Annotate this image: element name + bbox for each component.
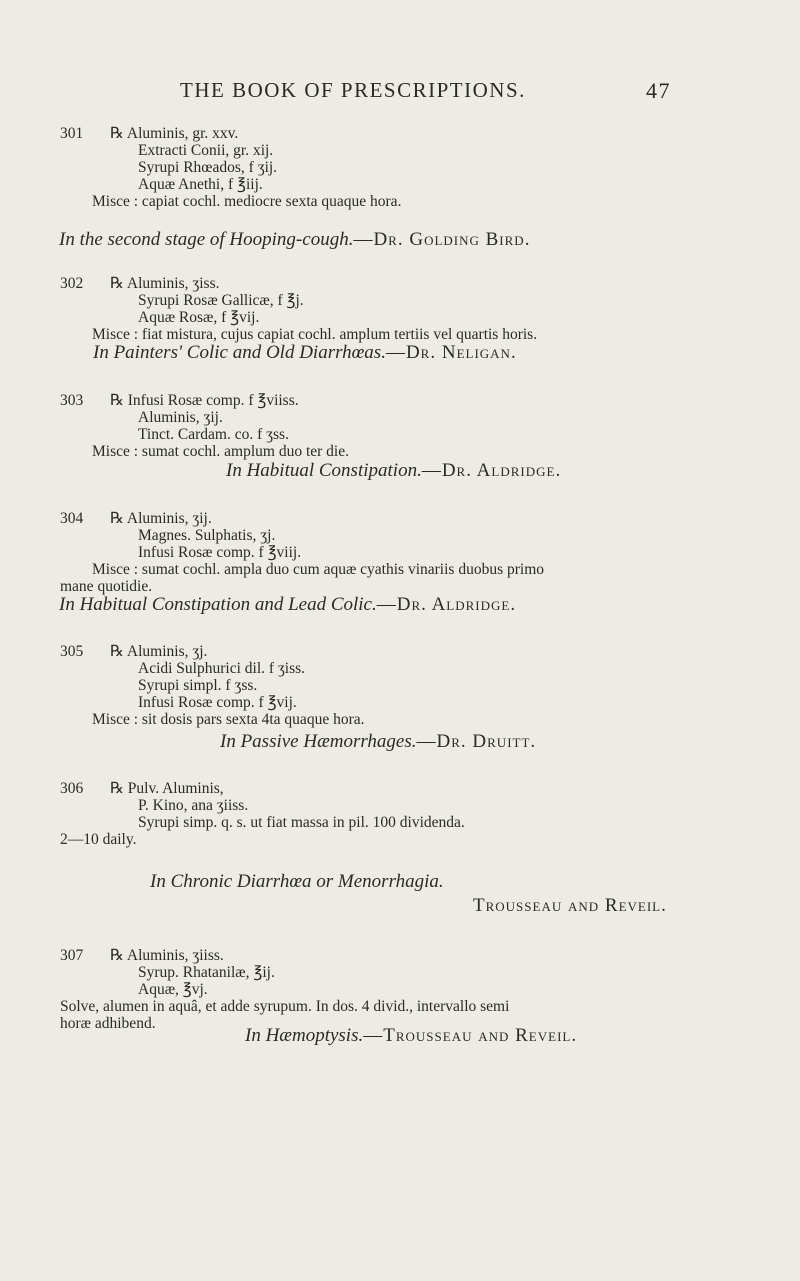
heading-author: —Dr. Aldridge. (376, 594, 517, 615)
prescription-number: 303 (60, 392, 84, 409)
prescription-number: 305 (60, 643, 84, 660)
heading-text: In Passive Hæmorrhages. (220, 731, 417, 752)
heading-text: In the second stage of Hooping-cough. (59, 229, 354, 250)
running-title: THE BOOK OF PRESCRIPTIONS. (180, 78, 526, 102)
heading-author: —Trousseau and Reveil. (363, 1025, 578, 1046)
prescription-304 (60, 510, 780, 600)
recipe-line: ℞ Pulv. Aluminis, (110, 780, 224, 797)
misce-line-continued: mane quotidie. (60, 578, 153, 595)
heading-text: In Painters' Colic and Old Diarrhœas. (93, 342, 386, 363)
section-heading (220, 731, 536, 753)
heading-text: In Habitual Constipation and Lead Colic. (59, 594, 377, 615)
recipe-line: Aluminis, ʒij. (138, 409, 223, 426)
prescription-number: 302 (60, 275, 84, 292)
recipe-line: Aquæ, ℥vj. (138, 981, 208, 998)
recipe-line: ℞ Aluminis, ʒij. (110, 510, 212, 527)
recipe-line: Tinct. Cardam. co. f ʒss. (138, 426, 289, 443)
heading-author: —Dr. Druitt. (416, 731, 537, 752)
prescription-307 (60, 947, 780, 1032)
recipe-line: ℞ Aluminis, ʒj. (110, 643, 208, 660)
recipe-line: ℞ Aluminis, ʒiss. (110, 275, 220, 292)
prescription-302 (60, 275, 760, 347)
section-heading (59, 594, 516, 616)
recipe-line: ℞ Aluminis, gr. xxv. (110, 125, 239, 142)
recipe-line: Syrupi Rhœados, f ʒij. (138, 159, 278, 176)
prescription-305 (60, 643, 760, 733)
recipe-line: Syrupi simpl. f ʒss. (138, 677, 258, 694)
recipe-line: Infusi Rosæ comp. f ℥vij. (138, 694, 297, 711)
heading-author: —Dr. Neligan. (385, 342, 517, 363)
section-heading (245, 1025, 577, 1047)
dose-line: 2—10 daily. (60, 831, 137, 848)
section-heading-author-line (473, 895, 667, 917)
heading-text: In Hæmoptysis. (245, 1025, 364, 1046)
recipe-line: Infusi Rosæ comp. f ℥viij. (138, 544, 302, 561)
heading-text: In Habitual Constipation. (226, 460, 422, 481)
misce-line-continued: horæ adhibend. (60, 1015, 156, 1032)
heading-author: —Dr. Golding Bird. (353, 229, 531, 250)
recipe-line: P. Kino, ana ʒiiss. (138, 797, 249, 814)
misce-line: Misce : fiat mistura, cujus capiat cochl. amplum tertiis vel quartis horis. (92, 326, 538, 343)
recipe-line: Syrupi Rosæ Gallicæ, f ℥j. (138, 292, 304, 309)
prescription-number: 307 (60, 947, 84, 964)
recipe-line: ℞ Infusi Rosæ comp. f ℥viiss. (110, 392, 299, 409)
misce-line: Misce : sumat cochl. amplum duo ter die. (92, 443, 349, 460)
recipe-line: Magnes. Sulphatis, ʒj. (138, 527, 276, 544)
recipe-line: ℞ Aluminis, ʒiiss. (110, 947, 224, 964)
misce-line: Misce : sumat cochl. ampla duo cum aquæ cyathis vinariis duobus primo (92, 561, 545, 578)
prescription-number: 306 (60, 780, 84, 797)
prescription-306 (60, 780, 760, 852)
recipe-line: Acidi Sulphurici dil. f ʒiss. (138, 660, 306, 677)
prescription-301 (60, 125, 760, 215)
recipe-line: Syrup. Rhatanilæ, ℥ij. (138, 964, 275, 981)
section-heading (93, 342, 517, 364)
prescription-303 (60, 392, 760, 464)
page-number: 47 (646, 78, 671, 103)
misce-line: Solve, alumen in aquâ, et adde syrupum. In dos. 4 divid., intervallo semi (60, 998, 510, 1015)
section-heading (226, 460, 561, 482)
heading-text: In Chronic Diarrhœa or Menorrhagia. (150, 871, 444, 892)
recipe-line: Syrupi simp. q. s. ut fiat massa in pil. 100 dividenda. (138, 814, 465, 831)
recipe-line: Aquæ Anethi, f ℥iij. (138, 176, 263, 193)
recipe-line: Aquæ Rosæ, f ℥vij. (138, 309, 260, 326)
recipe-line: Extracti Conii, gr. xij. (138, 142, 274, 159)
section-heading (150, 871, 444, 893)
prescription-number: 301 (60, 125, 84, 142)
heading-author: —Dr. Aldridge. (421, 460, 562, 481)
misce-line: Misce : capiat cochl. mediocre sexta quaque hora. (92, 193, 402, 210)
prescription-number: 304 (60, 510, 84, 527)
heading-author: Trousseau and Reveil. (473, 895, 667, 916)
misce-line: Misce : sit dosis pars sexta 4ta quaque hora. (92, 711, 365, 728)
section-heading (59, 229, 530, 251)
